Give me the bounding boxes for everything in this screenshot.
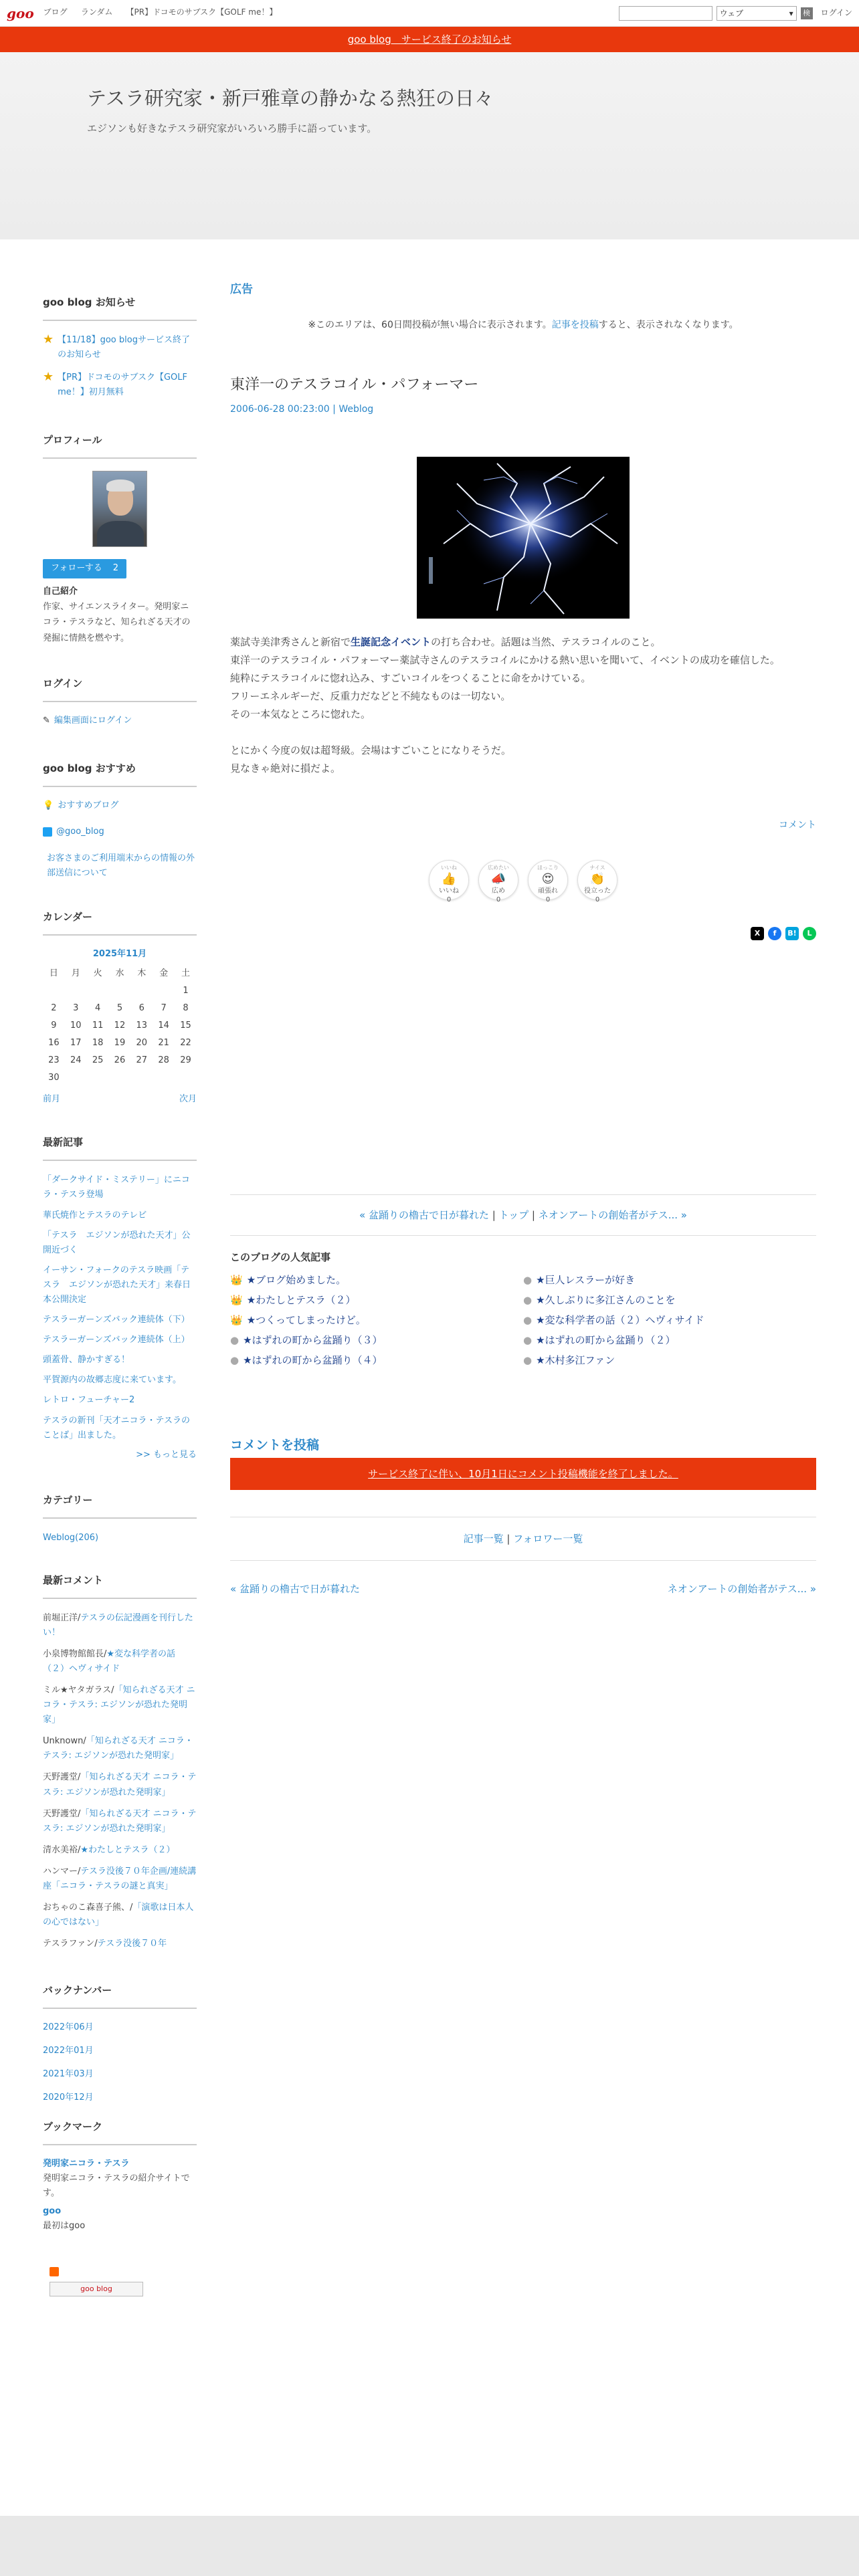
article-date: 2006-06-28 00:23:00 — [230, 403, 330, 415]
next-article-link[interactable]: ネオンアートの創始者がテス... » — [667, 1582, 816, 1595]
post-article-link[interactable]: 記事を投稿 — [551, 320, 599, 331]
external-info-link[interactable]: お客さまのご利用端末からの情報の外部送信について — [47, 853, 195, 878]
calendar-next-link[interactable]: 次月 — [179, 1093, 197, 1104]
comment-author: Unknown/ — [43, 1736, 86, 1747]
recent-articles-list — [43, 1173, 197, 1442]
calendar-day: 2 — [51, 1003, 57, 1014]
recent-article-link[interactable]: 華氏焼作とテスラのテレビ — [43, 1210, 147, 1220]
calendar-day: 13 — [136, 1021, 148, 1031]
popular-article-item[interactable] — [523, 1332, 816, 1348]
recent-comment-item — [43, 1734, 197, 1763]
popular-article-item[interactable] — [230, 1272, 523, 1288]
calendar-day: 6 — [138, 1003, 145, 1014]
reaction-button[interactable]: 広めたい 📣 広め 0 — [478, 860, 518, 900]
recent-comment-item — [43, 1611, 197, 1640]
calendar-day — [130, 983, 153, 1000]
calendar-day: 3 — [73, 1003, 79, 1014]
backnumber-link[interactable]: 2022年06月 — [43, 2022, 94, 2033]
calendar-day — [65, 1070, 87, 1087]
next-article-link[interactable]: ネオンアートの創始者がテス... » — [538, 1208, 687, 1221]
calendar-day — [109, 983, 131, 1000]
calendar-day — [65, 983, 87, 1000]
popular-article-item[interactable] — [230, 1312, 523, 1328]
comment-article-link[interactable]: 「知られざる天才 ニコラ・テスラ: エジソンが恐れた発明家」 — [43, 1772, 197, 1798]
reaction-label: いいね — [439, 887, 459, 895]
comment-article-link[interactable]: ★変な科学者の話（２）ヘヴィサイド — [43, 1648, 176, 1674]
intro-heading: 自己紹介 — [43, 586, 78, 597]
search-input[interactable] — [619, 6, 712, 21]
facebook-share-icon[interactable]: f — [768, 927, 781, 940]
calendar-day: 7 — [161, 1003, 167, 1014]
popular-article-link[interactable]: ★はずれの町から盆踊り（３） — [243, 1333, 383, 1346]
comment-closed-notice — [230, 1458, 816, 1490]
popular-article-item[interactable] — [523, 1352, 816, 1368]
reaction-icon: 📣 — [490, 871, 506, 886]
bookmark-desc: 発明家ニコラ・テスラの紹介サイトです。 — [43, 2173, 190, 2199]
more-link[interactable]: >> もっと見る — [136, 1449, 197, 1460]
chevron-down-icon: ▾ — [789, 8, 793, 18]
calendar-day: 15 — [180, 1021, 191, 1031]
sidebar — [43, 294, 197, 2296]
twitter-icon — [43, 827, 52, 837]
service-end-notice-bar — [0, 27, 859, 52]
top-link[interactable]: トップ — [498, 1208, 529, 1221]
calendar-day: 23 — [48, 1055, 60, 1066]
edit-login-link[interactable]: ✎ 編集画面にログイン — [43, 714, 197, 728]
calendar-day: 22 — [180, 1038, 191, 1049]
follow-button[interactable]: フォローする 2 — [43, 559, 126, 578]
comment-article-link[interactable]: 「演歌は日本人の心ではない」 — [43, 1903, 194, 1928]
comment-author: 天野護堂/ — [43, 1808, 81, 1819]
rank-icon: ● — [230, 1354, 240, 1366]
comment-article-link[interactable]: テスラ没後７０年 — [97, 1939, 167, 1949]
calendar-day: 27 — [136, 1055, 148, 1066]
calendar-day — [153, 1070, 175, 1087]
reaction-count: 0 — [595, 896, 600, 904]
popular-article-item[interactable] — [523, 1272, 816, 1288]
calendar-nav — [43, 1093, 197, 1107]
intro-text: 作家、サイエンスライター。発明家ニコラ・テスラなど、知られざる天才の発掘に情熱を燃やす。 — [43, 601, 191, 643]
follower-count: 2 — [112, 563, 118, 574]
calendar-day — [87, 983, 109, 1000]
popular-article-link[interactable]: ★巨人レスラーが好き — [536, 1273, 636, 1286]
calendar-day — [43, 983, 65, 1000]
article-title[interactable]: 東洋一のテスラコイル・パフォーマー — [230, 376, 479, 393]
popular-article-item[interactable] — [230, 1292, 523, 1308]
recommend-heading: goo blog おすすめ — [43, 760, 197, 787]
calendar-day: 26 — [114, 1055, 126, 1066]
calendar-day — [130, 1070, 153, 1087]
tesla-coil-image — [417, 457, 630, 619]
reaction-button[interactable]: ほっこり 😍 頑張れ 0 — [528, 860, 568, 900]
recent-comment-item — [43, 1937, 197, 1951]
popular-article-link[interactable]: ★はずれの町から盆踊り（２） — [536, 1333, 676, 1346]
line-share-icon[interactable]: L — [803, 927, 816, 940]
popular-article-link[interactable]: ★つくってしまったけど。 — [246, 1313, 366, 1326]
comment-article-link[interactable]: 「知られざる天才 ニコラ・テスラ: エジソンが恐れた発明家」 — [43, 1808, 197, 1834]
article-pager: « 盆踊りの櫓古で日が暮れた | トップ | ネオンアートの創始者がテス... » — [230, 1194, 816, 1236]
calendar: 2025年11月 日 月 火 水 木 金 土 1 2 3 4 5 6 7 8 9 10 11 12 13 14 15 16 17 18 19 20 21 22 23 24 25 26 27 28 29 30 — [43, 948, 197, 1087]
crown-icon: 👑 — [230, 1313, 243, 1326]
backnumber-list — [43, 2021, 197, 2107]
calendar-day: 1 — [183, 986, 189, 996]
calendar-day: 12 — [114, 1021, 126, 1031]
footer — [0, 2516, 859, 2576]
rss-icon[interactable] — [50, 2267, 59, 2276]
popular-article-link[interactable]: ★はずれの町から盆踊り（４） — [243, 1354, 383, 1366]
popular-heading: このブログの人気記事 — [230, 1251, 331, 1263]
article-list-link[interactable]: 記事一覧 — [463, 1532, 504, 1545]
recommend-blog-link[interactable]: 💡 おすすめブログ — [43, 799, 197, 813]
search-type-select[interactable]: ウェブ ▾ — [717, 6, 797, 21]
comment-author: ミル★ヤタガラス/ — [43, 1685, 114, 1695]
blog-subtitle: エジソンも好きなテスラ研究家がいろいろ勝手に語っています。 — [87, 122, 377, 134]
rank-icon: ● — [523, 1354, 533, 1366]
goo-blog-badge[interactable]: goo blog — [50, 2282, 143, 2296]
category-link[interactable]: Weblog(206) — [43, 1532, 99, 1543]
calendar-day: 4 — [94, 1003, 101, 1014]
login-heading: ログイン — [43, 675, 197, 702]
backnumber-link[interactable]: 2022年01月 — [43, 2046, 94, 2056]
recent-article-link[interactable]: レトロ・フューチャー2 — [43, 1395, 135, 1406]
recent-article-link[interactable]: イーサン・フォークのテスラ映画「テスラ エジソンが恐れた天才」来春日本公開決定 — [43, 1265, 191, 1305]
reaction-count: 0 — [446, 896, 452, 904]
bottom-links: 記事一覧 | フォロワー一覧 — [230, 1517, 816, 1561]
calendar-day — [109, 1070, 131, 1087]
rank-icon: ● — [523, 1273, 533, 1286]
crown-icon: 👑 — [230, 1293, 243, 1306]
recent-article-link[interactable]: テスラーガーンズバック連続体（下） — [43, 1315, 190, 1325]
search-button[interactable]: 検 — [801, 7, 813, 19]
bookmarks-heading: ブックマーク — [43, 2119, 197, 2145]
article-body: 薬試寺美津秀さんと新宿で生誕記念イベントの打ち合わせ。話題は当然、テスラコイルのこと。 東洋一のテスラコイル・パフォーマー薬試寺さんのテスラコイルにかける熱い思いを聞いて、イベントの成功を確信した。 純粋にテスラコイルに惚れ込み、すごいコイルをつくることに命をかけている。 フリーエネルギーだ、反重力だなどと不純なものは一切ない。 その一本気なところに惚れた。 とにかく今度の奴は超弩級。会場はすごいことになりそうだ。 見なきゃ絶対に損だよ。 — [230, 636, 780, 775]
comment-post-heading: コメントを投稿 — [230, 1437, 320, 1453]
calendar-day: 14 — [158, 1021, 169, 1031]
backnumber-link[interactable]: 2021年03月 — [43, 2068, 94, 2079]
recent-articles-heading: 最新記事 — [43, 1134, 197, 1161]
reaction-icon: 😍 — [541, 871, 555, 886]
popular-article-item[interactable] — [523, 1292, 816, 1308]
prev-article-link[interactable]: « 盆踊りの櫓古で日が暮れた — [230, 1582, 360, 1595]
calendar-heading: カレンダー — [43, 909, 197, 936]
blog-header — [0, 52, 859, 239]
calendar-prev-link[interactable]: 前月 — [43, 1093, 61, 1104]
goo-notice-item[interactable]: ★ 【PR】ドコモのサブスク【GOLF me！】初月無料 — [43, 370, 197, 400]
calendar-day: 11 — [92, 1021, 104, 1031]
reaction-label: 役立った — [584, 887, 611, 895]
recent-comments-heading: 最新コメント — [43, 1572, 197, 1599]
blog-title[interactable]: テスラ研究家・新戸雅章の静かなる熱狂の日々 — [87, 87, 494, 110]
rank-icon: ● — [230, 1333, 240, 1346]
calendar-day: 16 — [48, 1038, 60, 1049]
bookmark-link[interactable]: 発明家ニコラ・テスラ — [43, 2159, 130, 2169]
article-meta: 2006-06-28 00:23:00 | Weblog — [230, 403, 374, 415]
popular-article-link[interactable]: ★木村多江ファン — [536, 1354, 615, 1366]
reaction-count: 0 — [496, 896, 501, 904]
profile-heading: プロフィール — [43, 432, 197, 459]
prev-article-link[interactable]: « 盆踊りの櫓古で日が暮れた — [359, 1208, 489, 1221]
recent-comment-item — [43, 1901, 197, 1930]
recent-article-link[interactable]: 「テスラ エジソンが恐れた天才」公開近づく — [43, 1230, 191, 1255]
rank-icon: ● — [523, 1293, 533, 1306]
comment-author: 清水美裕/ — [43, 1844, 81, 1855]
goo-notice-heading: goo blog お知らせ — [43, 294, 197, 321]
comment-author: 天野護堂/ — [43, 1772, 81, 1783]
recent-comment-item — [43, 1683, 197, 1727]
recent-article-link[interactable]: 「ダークサイド・ミステリー」にニコラ・テスラ登場 — [43, 1175, 190, 1200]
reaction-count: 0 — [545, 896, 551, 904]
comment-author: 前堀正洋/ — [43, 1612, 81, 1623]
calendar-day: 5 — [116, 1003, 123, 1014]
calendar-day: 9 — [51, 1021, 57, 1031]
calendar-day — [153, 983, 175, 1000]
ad-notice: ※このエリアは、60日間投稿が無い場合に表示されます。記事を投稿すると、表示されなくなります。 — [308, 320, 739, 331]
nav-pr-link[interactable]: 【PR】ドコモのサブスク【GOLF me！】 — [126, 7, 278, 17]
pencil-icon: ✎ — [43, 716, 50, 726]
calendar-day: 24 — [70, 1055, 82, 1066]
reaction-button[interactable]: いいね 👍 いいね 0 — [429, 860, 469, 900]
popular-article-item[interactable] — [230, 1352, 523, 1368]
calendar-day: 20 — [136, 1038, 148, 1049]
recent-comments-list — [43, 1611, 197, 1952]
popular-article-item[interactable] — [523, 1312, 816, 1328]
top-nav — [43, 6, 288, 20]
login-link[interactable]: ログイン — [820, 7, 852, 17]
article-category-link[interactable]: Weblog — [339, 403, 374, 415]
reaction-label: 頑張れ — [538, 887, 558, 895]
recent-article-link[interactable]: テスラの新刊「天才ニコラ・テスラのことば」出ました。 — [43, 1415, 190, 1440]
share-buttons — [230, 927, 816, 940]
calendar-day: 18 — [92, 1038, 104, 1049]
recent-comment-item — [43, 1647, 197, 1677]
popular-article-item[interactable] — [230, 1332, 523, 1348]
bookmark-link[interactable]: goo — [43, 2206, 62, 2217]
calendar-day: 8 — [183, 1003, 189, 1014]
backnumber-heading: バックナンバー — [43, 1982, 197, 2009]
bookmark-desc: 最初はgoo — [43, 2221, 86, 2232]
popular-article-link[interactable]: ★久しぶりに多江さんのことを — [536, 1293, 676, 1306]
calendar-day — [87, 1070, 109, 1087]
goo-logo[interactable]: goo — [7, 5, 34, 21]
calendar-day: 19 — [114, 1038, 126, 1049]
recent-article-link[interactable]: 平賀源内の故郷志度に来ています。 — [43, 1375, 181, 1386]
star-icon: ★ — [43, 332, 54, 346]
service-end-notice-link[interactable]: goo blog サービス終了のお知らせ — [347, 33, 512, 45]
calendar-day: 28 — [158, 1055, 169, 1066]
rank-icon: ● — [523, 1333, 533, 1346]
popular-article-link[interactable]: ★わたしとテスラ（２） — [246, 1293, 356, 1306]
recent-article-link[interactable]: テスラーガーンズバック連続体（上） — [43, 1335, 190, 1346]
reactions — [230, 860, 816, 904]
comment-author: テスラファン/ — [43, 1939, 98, 1949]
nav-random-link[interactable]: ランダム — [80, 7, 113, 17]
lightbulb-icon: 💡 — [43, 800, 54, 811]
comment-author: おちゃのこ森喜子熊、/ — [43, 1903, 133, 1913]
star-icon: ★ — [43, 370, 54, 385]
comment-author: 小泉博物館館長/ — [43, 1648, 107, 1659]
avatar — [92, 471, 147, 547]
recent-comment-item — [43, 1864, 197, 1894]
rank-icon: ● — [523, 1313, 533, 1326]
calendar-day: 17 — [70, 1038, 82, 1049]
calendar-month: 2025年11月 — [92, 948, 147, 959]
popular-article-link[interactable]: ★変な科学者の話（２）ヘヴィサイド — [536, 1313, 704, 1326]
comment-article-link[interactable]: ★わたしとテスラ（２） — [80, 1844, 175, 1855]
recent-article-link[interactable]: 頭蓋骨、静かすぎる！ — [43, 1355, 130, 1366]
hatena-share-icon[interactable]: B! — [785, 927, 799, 940]
comment-article-link[interactable]: テスラの伝記漫画を刊行したい！ — [43, 1612, 193, 1638]
popular-article-link[interactable]: ★ブログ始めました。 — [246, 1273, 347, 1286]
comment-author: ハンマー/ — [43, 1866, 81, 1876]
calendar-day: 30 — [48, 1073, 60, 1083]
birthday-event-link[interactable]: 生誕記念イベント — [351, 636, 432, 649]
calendar-day: 25 — [92, 1055, 104, 1066]
reaction-button[interactable]: ナイス 👏 役立った 0 — [577, 860, 617, 900]
twitter-link[interactable]: @goo_blog — [43, 825, 197, 839]
comment-article-link[interactable]: テスラ没後７０年企画/連続講座「ニコラ・テスラの謎と真実」 — [43, 1866, 197, 1892]
crown-icon: 👑 — [230, 1273, 243, 1286]
reaction-icon: 👏 — [589, 871, 605, 886]
reaction-label: 広め — [492, 887, 505, 895]
search-area — [619, 6, 813, 21]
calendar-day: 10 — [70, 1021, 82, 1031]
categories-heading: カテゴリー — [43, 1492, 197, 1519]
categories-list — [43, 1531, 197, 1545]
popular-articles — [230, 1272, 816, 1368]
calendar-day: 21 — [158, 1038, 169, 1049]
nav-blog-link[interactable]: ブログ — [43, 7, 68, 17]
ad-heading: 広告 — [230, 283, 253, 296]
backnumber-link[interactable]: 2020年12月 — [43, 2092, 94, 2103]
prev-next-nav — [230, 1581, 816, 1597]
follower-list-link[interactable]: フォロワー一覧 — [513, 1532, 583, 1545]
reaction-icon: 👍 — [441, 871, 457, 886]
recent-comment-item — [43, 1807, 197, 1836]
top-toolbar — [0, 0, 859, 27]
main-content — [230, 281, 816, 1597]
calendar-day — [175, 1070, 197, 1087]
calendar-day: 29 — [180, 1055, 191, 1066]
recent-comment-item — [43, 1770, 197, 1800]
comment-article-link[interactable]: 「知られざる天才 ニコラ・テスラ: エジソンが恐れた発明家」 — [43, 1736, 193, 1761]
comment-closed-link[interactable]: サービス終了に伴い、10月1日にコメント投稿機能を終了しました。 — [368, 1467, 678, 1480]
recent-comment-item — [43, 1843, 197, 1858]
goo-notice-item[interactable]: ★ 【11/18】goo blogサービス終了のお知らせ — [43, 333, 197, 362]
comment-link[interactable]: コメント — [779, 820, 816, 831]
x-share-icon[interactable]: X — [751, 927, 764, 940]
comment-article-link[interactable]: 「知られざる天才 ニコラ・テスラ: エジソンが恐れた発明家」 — [43, 1685, 195, 1725]
